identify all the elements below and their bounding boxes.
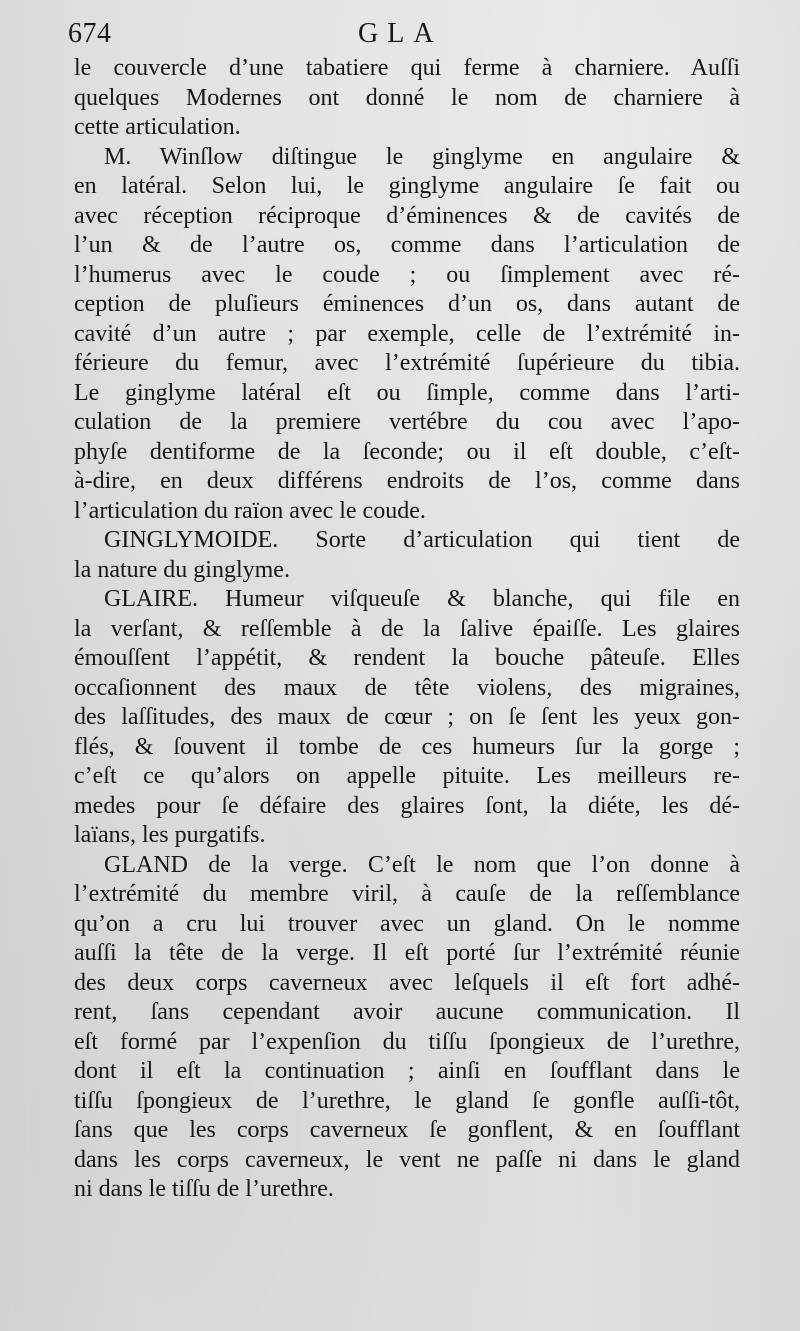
text-line: quelques Modernes ont donné le nom de charniere à xyxy=(74,84,740,111)
text-line: M. Winſlow diſtingue le ginglyme en angulaire & xyxy=(104,143,740,170)
text-line: la nature du ginglyme. xyxy=(74,556,290,583)
text-line: à-dire, en deux différens endroits de l’os, comme dans xyxy=(74,468,740,494)
text-line: flés, & ſouvent il tombe de ces humeurs ſur la gorge ; xyxy=(74,733,740,760)
text-line: GLAND de la verge. C’eſt le nom que l’on donne à xyxy=(104,851,740,878)
text-line: avec réception réciproque d’éminences & de cavités de xyxy=(74,202,740,229)
text-line: l’articulation du raïon avec le coude. xyxy=(74,497,426,524)
text-line: medes pour ſe défaire des glaires ſont, la diéte, les dé- xyxy=(74,792,740,819)
text-line: ception de pluſieurs éminences d’un os, dans autant de xyxy=(74,291,740,317)
text-line: le couvercle d’une tabatiere qui ferme à charniere. Auſſi xyxy=(74,55,740,81)
text-line: l’humerus avec le coude ; ou ſimplement avec ré- xyxy=(74,261,740,288)
text-line: des laſſitudes, des maux de cœur ; on ſe ſent les yeux gon- xyxy=(74,704,740,730)
running-head: GLA xyxy=(358,18,443,49)
text-line: Le ginglyme latéral eſt ou ſimple, comme dans l’arti- xyxy=(74,379,740,406)
article-text xyxy=(74,54,740,1205)
text-line: rent, ſans cependant avoir aucune communication. Il xyxy=(74,999,740,1025)
text-line: des deux corps caverneux avec leſquels il eſt fort adhé- xyxy=(74,969,740,996)
text-line: culation de la premiere vertébre du cou avec l’apo- xyxy=(74,409,740,435)
page-number: 674 xyxy=(68,18,112,49)
text-line: phyſe dentiforme de la ſeconde; ou il eſt double, c’eſt- xyxy=(74,438,740,465)
text-line: laïans, les purgatifs. xyxy=(74,822,266,848)
text-line: GLAIRE. Humeur viſqueuſe & blanche, qui file en xyxy=(104,586,740,612)
text-line: l’un & de l’autre os, comme dans l’articulation de xyxy=(74,232,740,258)
text-line: émouſſent l’appétit, & rendent la bouche pâteuſe. Elles xyxy=(74,645,740,671)
text-line: GINGLYMOIDE. Sorte d’articulation qui tient de xyxy=(104,527,740,553)
text-line: c’eſt ce qu’alors on appelle pituite. Les meilleurs re- xyxy=(74,763,740,789)
text-line: l’extrémité du membre viril, à cauſe de la reſſemblance xyxy=(74,881,740,907)
page-header xyxy=(68,18,732,52)
text-line: qu’on a cru lui trouver avec un gland. On le nomme xyxy=(74,910,740,937)
text-line: férieure du femur, avec l’extrémité ſupérieure du tibia. xyxy=(74,350,740,376)
text-line: cavité d’un autre ; par exemple, celle de l’extrémité in- xyxy=(74,320,740,347)
text-line: ſans que les corps caverneux ſe gonflent, & en ſoufflant xyxy=(74,1117,740,1143)
text-line: ni dans le tiſſu de l’urethre. xyxy=(74,1176,334,1202)
text-line: cette articulation. xyxy=(74,114,241,140)
text-line: dans les corps caverneux, le vent ne paſſe ni dans le gland xyxy=(74,1146,740,1173)
text-line: en latéral. Selon lui, le ginglyme angulaire ſe fait ou xyxy=(74,173,740,199)
text-line: tiſſu ſpongieux de l’urethre, le gland ſe gonfle auſſi-tôt, xyxy=(74,1087,740,1114)
text-line: auſſi la tête de la verge. Il eſt porté ſur l’extrémité réunie xyxy=(74,940,740,966)
text-line: dont il eſt la continuation ; ainſi en ſoufflant dans le xyxy=(74,1058,740,1084)
text-line: occaſionnent des maux de tête violens, des migraines, xyxy=(74,674,740,701)
text-line: eſt formé par l’expenſion du tiſſu ſpongieux de l’urethre, xyxy=(74,1028,740,1055)
text-line: la verſant, & reſſemble à de la ſalive épaiſſe. Les glaires xyxy=(74,615,740,642)
